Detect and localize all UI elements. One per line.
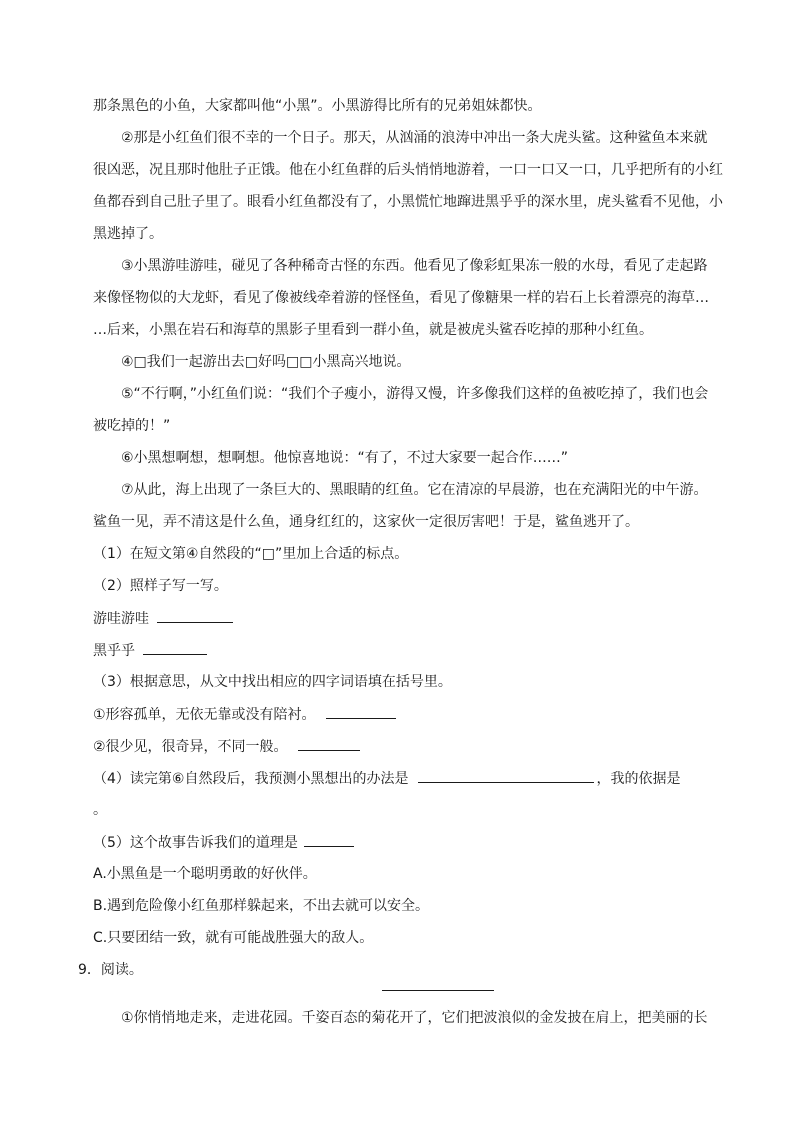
definition-text: ①形容孤单，无依无靠或没有陪衬。 bbox=[93, 707, 316, 723]
question-4 bbox=[93, 768, 680, 788]
paragraph-4: ④□我们一起游出去□好吗□□小黑高兴地说。 bbox=[121, 354, 411, 370]
passage-line: …后来，小黑在岩石和海草的黑影子里看到一群小鱼，就是被虎头鲨吞吃掉的那种小红鱼。 bbox=[93, 322, 653, 338]
answer-blank[interactable] bbox=[143, 640, 207, 655]
passage-line: 鲨鱼一见，弄不清这是什么鱼，通身红红的，这家伙一定很厉害吧！于是，鲨鱼逃开了。 bbox=[93, 514, 639, 530]
paragraph-5: ⑤“不行啊，”小红鱼们说：“我们个子瘦小，游得又慢，许多像我们这样的鱼被吃掉了，我们也会 bbox=[121, 386, 709, 402]
option-b[interactable]: B.遇到危险像小红鱼那样躲起来，不出去就可以安全。 bbox=[93, 898, 430, 914]
question-5 bbox=[93, 832, 356, 852]
answer-blank[interactable] bbox=[418, 768, 594, 783]
paragraph-3: ③小黑游哇游哇，碰见了各种稀奇古怪的东西。他看见了像彩虹果冻一般的水母，看见了走起路 bbox=[121, 258, 708, 274]
question-4-text-2: ，我的依据是 bbox=[596, 771, 681, 787]
question-2a bbox=[93, 608, 235, 628]
title-blank[interactable] bbox=[382, 978, 494, 991]
question-4-end: 。 bbox=[93, 802, 107, 818]
paragraph-2: ②那是小红鱼们很不幸的一个日子。那天，从汹涌的浪涛中冲出一条大虎头鲨。这种鲨鱼本来就 bbox=[121, 130, 708, 146]
paragraph-6: ⑥小黑想啊想，想啊想。他惊喜地说：“有了，不过大家要一起合作……” bbox=[121, 450, 569, 466]
answer-blank[interactable] bbox=[298, 736, 360, 751]
definition-text: ②很少见，很奇异，不同一般。 bbox=[93, 739, 288, 755]
passage-line: 来像怪物似的大龙虾，看见了像被线牵着游的怪怪鱼，看见了像糖果一样的岩石上长着漂亮的海草… bbox=[93, 290, 709, 306]
next-passage-line: ①你悄悄地走来，走进花园。千姿百态的菊花开了，它们把波浪似的金发披在肩上，把美丽的长 bbox=[121, 1010, 708, 1026]
example-word: 游哇游哇 bbox=[93, 611, 149, 627]
paragraph-7: ⑦从此，海上出现了一条巨大的、黑眼睛的红鱼。它在清凉的早晨游，也在充满阳光的中午游。 bbox=[121, 482, 708, 498]
answer-blank[interactable] bbox=[157, 608, 233, 623]
question-5-text: （5）这个故事告诉我们的道理是 bbox=[93, 835, 298, 851]
question-9-heading: 9．阅读。 bbox=[78, 962, 143, 978]
question-4-text: （4）读完第⑥自然段后，我预测小黑想出的办法是 bbox=[93, 771, 409, 787]
question-3b bbox=[93, 736, 362, 756]
question-3: （3）根据意思，从文中找出相应的四字词语填在括号里。 bbox=[93, 674, 452, 690]
question-2b bbox=[93, 640, 209, 660]
passage-line: 很凶恶，况且那时他肚子正饿。他在小红鱼群的后头悄悄地游着，一口一口又一口，几乎把所有的小红 bbox=[93, 162, 723, 178]
passage-line: 鱼都吞到自己肚子里了。眼看小红鱼都没有了，小黑慌忙地蹿进黑乎乎的深水里，虎头鲨看不见他，小 bbox=[93, 194, 723, 210]
question-2: （2）照样子写一写。 bbox=[93, 578, 228, 594]
example-word: 黑乎乎 bbox=[93, 643, 135, 659]
passage-line: 被吃掉的！” bbox=[93, 418, 171, 434]
question-3a bbox=[93, 704, 398, 724]
passage-line: 黑逃掉了。 bbox=[93, 226, 163, 242]
answer-blank[interactable] bbox=[304, 832, 354, 847]
passage-line: 那条黑色的小鱼，大家都叫他“小黑”。小黑游得比所有的兄弟姐妹都快。 bbox=[93, 98, 542, 114]
option-c[interactable]: C.只要团结一致，就有可能战胜强大的敌人。 bbox=[93, 930, 374, 946]
answer-blank[interactable] bbox=[326, 704, 396, 719]
question-1: （1）在短文第④自然段的“□”里加上合适的标点。 bbox=[93, 546, 409, 562]
option-a[interactable]: A.小黑鱼是一个聪明勇敢的好伙伴。 bbox=[93, 866, 317, 882]
